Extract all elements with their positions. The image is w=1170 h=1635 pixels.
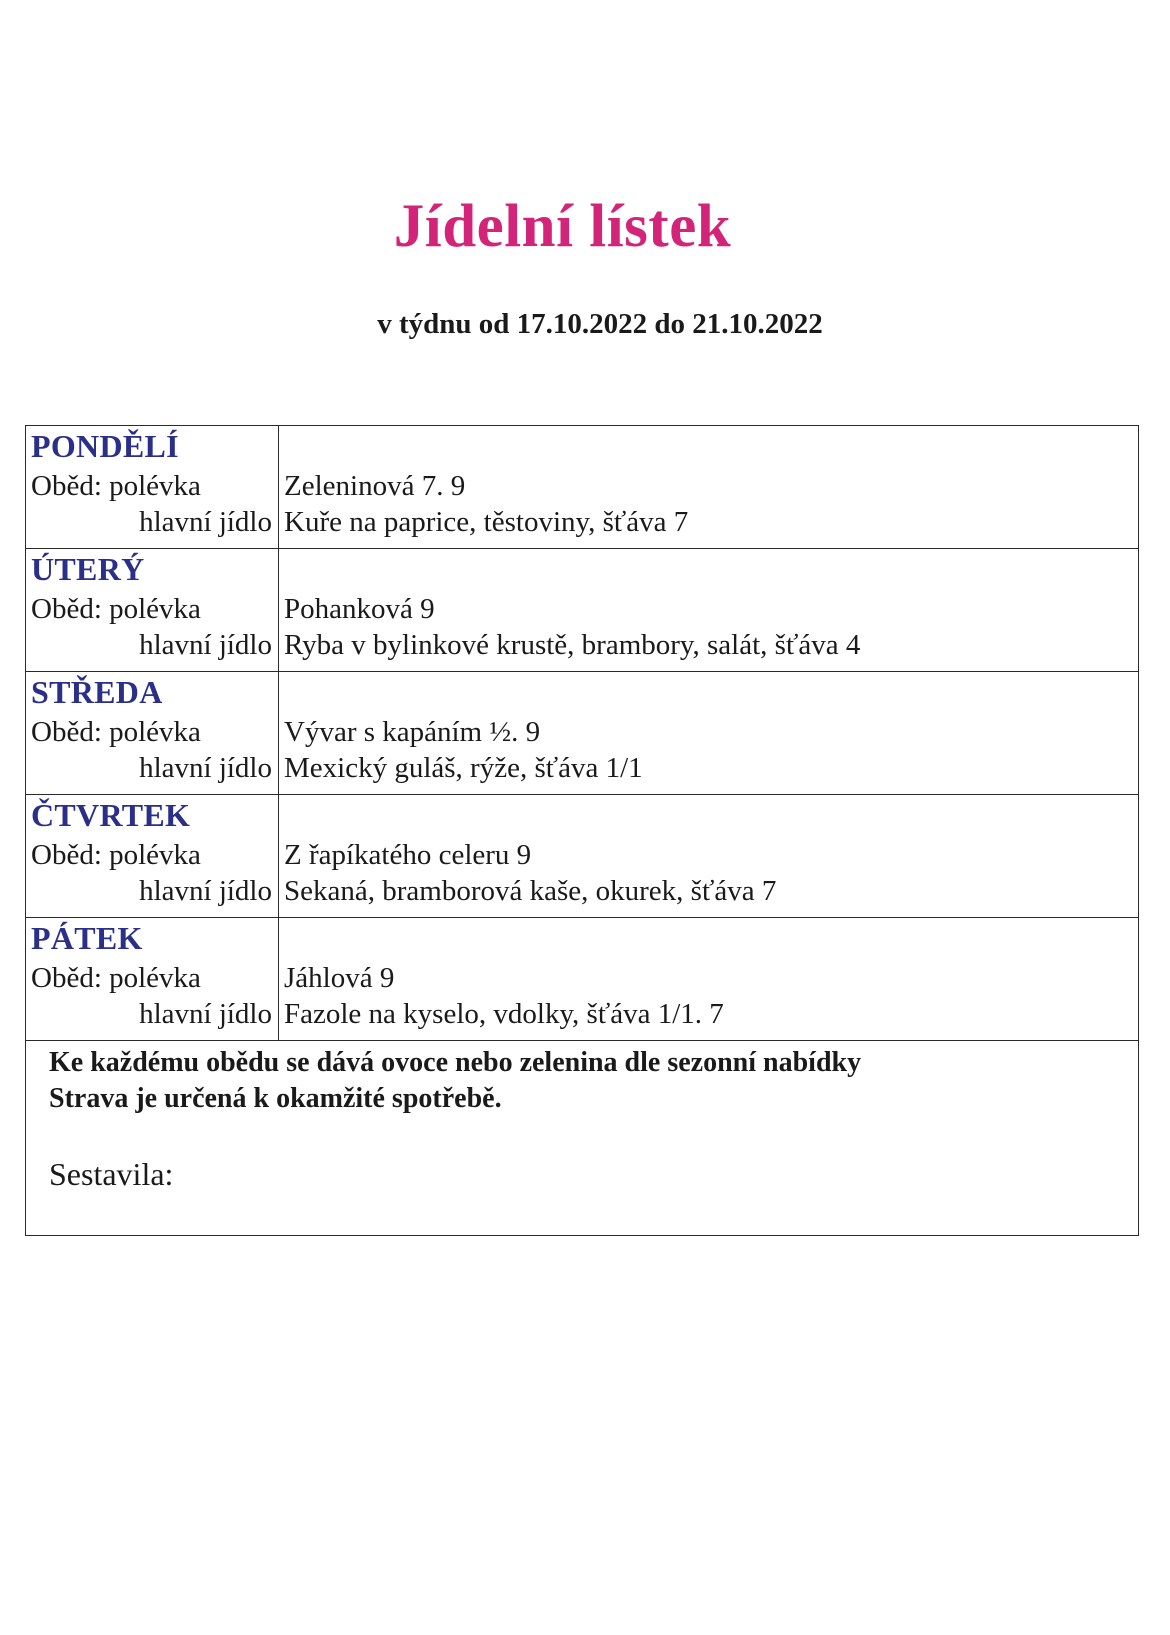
day-name: ÚTERÝ xyxy=(31,551,145,587)
dishes-cell xyxy=(279,672,1138,794)
consumption-note: Strava je určená k okamžité spotřebě. xyxy=(49,1083,502,1114)
page-title: Jídelní lístek xyxy=(393,193,732,260)
day-row-tuesday xyxy=(26,549,1138,672)
soup-value: Pohanková 9 xyxy=(284,593,435,625)
main-course-value: Mexický guláš, rýže, šťáva 1/1 xyxy=(284,752,643,784)
day-name: ČTVRTEK xyxy=(31,797,191,833)
soup-value: Zeleninová 7. 9 xyxy=(284,470,466,502)
day-row-wednesday xyxy=(26,672,1138,795)
main-course-label: hlavní jídlo xyxy=(139,506,272,538)
soup-value: Z řapíkatého celeru 9 xyxy=(284,839,532,871)
week-range: v týdnu od 17.10.2022 do 21.10.2022 xyxy=(377,308,823,340)
day-row-thursday xyxy=(26,795,1138,918)
main-course-label: hlavní jídlo xyxy=(139,629,272,661)
soup-value: Jáhlová 9 xyxy=(284,962,395,994)
dishes-cell xyxy=(279,795,1138,917)
soup-label: Oběd: polévka xyxy=(31,716,201,748)
day-name: STŘEDA xyxy=(31,674,163,710)
main-course-label: hlavní jídlo xyxy=(139,752,272,784)
main-course-label: hlavní jídlo xyxy=(139,875,272,907)
soup-label: Oběd: polévka xyxy=(31,470,201,502)
day-label-cell xyxy=(26,795,279,917)
soup-label: Oběd: polévka xyxy=(31,962,201,994)
day-label-cell xyxy=(26,549,279,671)
main-course-value: Kuře na paprice, těstoviny, šťáva 7 xyxy=(284,506,689,538)
main-course-value: Sekaná, bramborová kaše, okurek, šťáva 7 xyxy=(284,875,777,907)
day-label-cell xyxy=(26,672,279,794)
fruit-vegetable-note: Ke každému obědu se dává ovoce nebo zelenina dle sezonní nabídky xyxy=(49,1047,862,1078)
main-course-value: Fazole na kyselo, vdolky, šťáva 1/1. 7 xyxy=(284,998,724,1030)
day-label-cell xyxy=(26,918,279,1040)
dishes-cell xyxy=(279,426,1138,548)
main-course-value: Ryba v bylinkové krustě, brambory, salát, šťáva 4 xyxy=(284,629,861,661)
dishes-cell xyxy=(279,918,1138,1040)
menu-table xyxy=(25,425,1139,1236)
signature-label: Sestavila: xyxy=(49,1156,174,1192)
day-name: PONDĚLÍ xyxy=(31,428,179,464)
soup-label: Oběd: polévka xyxy=(31,593,201,625)
main-course-label: hlavní jídlo xyxy=(139,998,272,1030)
dishes-cell xyxy=(279,549,1138,671)
soup-value: Vývar s kapáním ½. 9 xyxy=(284,716,541,748)
day-name: PÁTEK xyxy=(31,920,143,956)
footer-notes xyxy=(26,1041,1138,1235)
day-label-cell xyxy=(26,426,279,548)
day-row-friday xyxy=(26,918,1138,1041)
soup-label: Oběd: polévka xyxy=(31,839,201,871)
day-row-monday xyxy=(26,426,1138,549)
